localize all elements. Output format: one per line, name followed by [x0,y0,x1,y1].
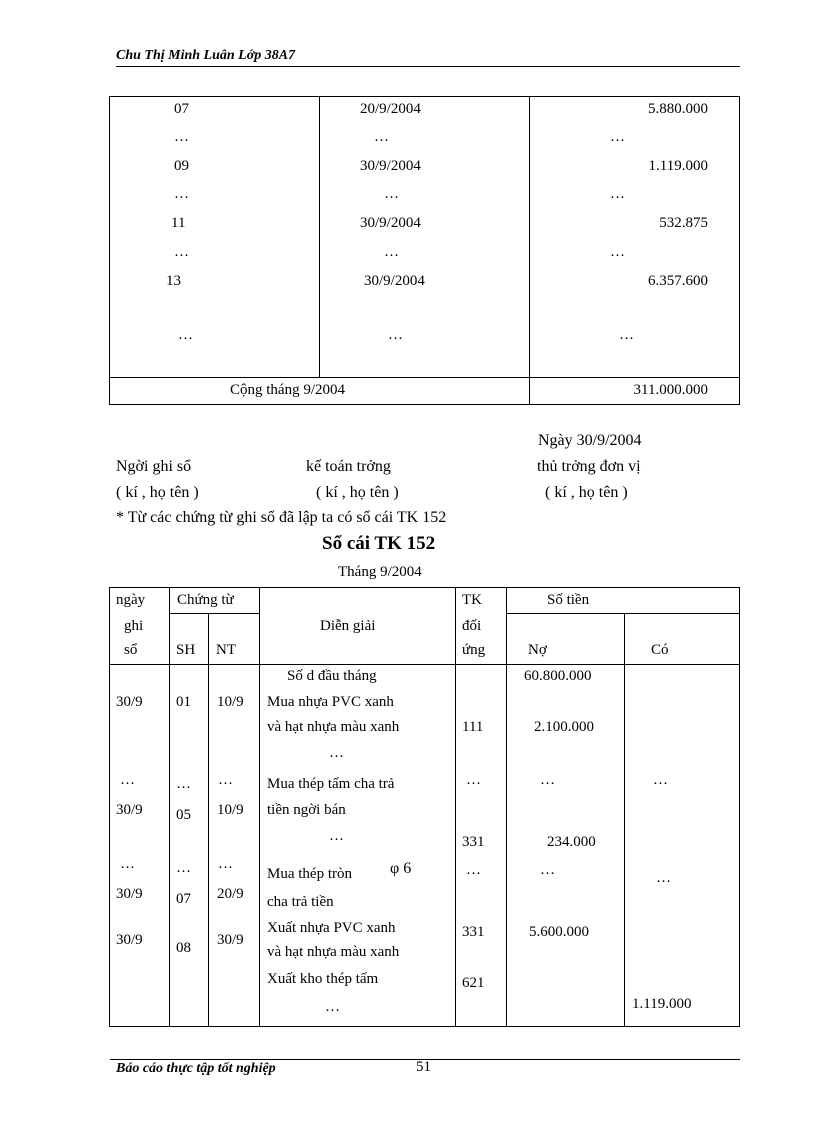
table-cell: … [610,129,625,145]
ledger-cell: 111 [462,719,484,735]
table-cell: 30/9/2004 [360,215,421,231]
table-cell: … [610,244,625,260]
header-sh: SH [176,642,196,658]
ledger-cell: 30/9 [217,932,244,948]
table-cell: 13 [166,273,181,289]
table-cell: 07 [174,101,189,117]
header-tk: đối [462,618,482,634]
column-divider [319,97,320,377]
table-cell: … [374,129,389,145]
header-no: Nợ [528,642,547,658]
head-sign: ( kí , họ tên ) [545,484,628,501]
ledger-cell: 30/9 [116,802,143,818]
row-divider [506,613,739,614]
table-cell: … [619,327,634,343]
ledger-cell: … [540,772,555,788]
ledger-cell: … [325,999,340,1015]
voucher-summary-table [109,96,740,405]
ledger-cell: … [120,856,135,872]
table-cell: 532.875 [659,215,708,231]
ledger-cell: Mua thép tròn [267,866,352,882]
recorder-sign: ( kí , họ tên ) [116,484,199,501]
header-ngay: ngày [116,592,146,608]
ledger-cell: 1.119.000 [632,996,692,1012]
table-cell: … [384,186,399,202]
table-cell: 09 [174,158,189,174]
ledger-cell: … [218,772,233,788]
ledger-cell: 10/9 [217,694,244,710]
table-cell: … [174,186,189,202]
ledger-cell: 234.000 [547,834,596,850]
header-dien-giai: Diễn giải [320,618,376,634]
table-cell: … [174,244,189,260]
table-cell: 20/9/2004 [360,101,421,117]
header-tk: TK [462,592,482,608]
row-divider [110,664,739,665]
header-tk: ứng [462,642,486,658]
ledger-cell: … [329,828,344,844]
intro-note: * Từ các chứng từ ghi sổ đã lập ta có sổ cái TK 152 [116,509,447,526]
ledger-cell: Xuất nhựa PVC xanh [267,920,396,936]
ledger-cell: và hạt nhựa màu xanh [267,944,400,960]
column-divider [529,97,530,404]
ledger-title: Sổ cái TK 152 [322,533,436,554]
ledger-cell: … [466,772,481,788]
row-divider [110,377,739,378]
table-cell: 5.880.000 [648,101,708,117]
ledger-cell: … [466,862,481,878]
head-title: thủ trởng đơn vị [537,458,641,475]
page-number: 51 [416,1059,431,1075]
accountant-sign: ( kí , họ tên ) [316,484,399,501]
ledger-cell: … [656,870,671,886]
header-rule [116,66,740,67]
table-cell: … [384,244,399,260]
table-cell: … [610,186,625,202]
ledger-table [109,587,740,1027]
accountant-title: kế toán trởng [306,458,391,475]
ledger-cell: … [329,745,344,761]
ledger-cell: … [120,772,135,788]
ledger-cell: 20/9 [217,886,244,902]
column-divider [624,613,625,1026]
ledger-cell: Mua thép tấm cha trả [267,776,395,792]
ledger-cell: 331 [462,924,485,940]
ledger-cell: Xuất kho thép tấm [267,971,379,987]
total-amount: 311.000.000 [633,382,708,398]
ledger-cell: 621 [462,975,485,991]
ledger-cell: 2.100.000 [534,719,594,735]
header-nt: NT [216,642,236,658]
ledger-cell: … [540,862,555,878]
ledger-cell: … [176,860,191,876]
ledger-cell: và hạt nhựa màu xanh [267,719,400,735]
header-ngay: sổ [124,642,138,658]
total-label: Cộng tháng 9/2004 [230,382,345,398]
ledger-cell: … [653,772,668,788]
ledger-cell: Số d đầu tháng [287,668,377,684]
ledger-cell: … [218,856,233,872]
ledger-cell: 01 [176,694,191,710]
ledger-cell: Mua nhựa PVC xanh [267,694,394,710]
ledger-cell: 5.600.000 [529,924,589,940]
ledger-cell: 08 [176,940,191,956]
row-divider [169,613,259,614]
column-divider [259,588,260,1026]
table-cell: 1.119.000 [648,158,708,174]
ledger-cell: … [176,776,191,792]
ledger-cell: tiền ngời bán [267,802,346,818]
ledger-cell: 331 [462,834,485,850]
table-cell: … [174,129,189,145]
ledger-cell: 30/9 [116,694,143,710]
table-cell: 30/9/2004 [364,273,425,289]
table-cell: … [178,327,193,343]
ledger-cell: 60.800.000 [524,668,592,684]
ledger-cell: 30/9 [116,932,143,948]
page-header: Chu Thị Minh Luân Lớp 38A7 [116,48,296,63]
ledger-cell: cha trả tiền [267,894,334,910]
column-divider [455,588,456,1026]
table-cell: 6.357.600 [648,273,708,289]
ledger-subtitle: Tháng 9/2004 [338,564,422,580]
ledger-cell: 10/9 [217,802,244,818]
header-chung-tu: Chứng từ [177,592,234,608]
ledger-cell: 30/9 [116,886,143,902]
column-divider [208,613,209,1026]
table-cell: … [388,327,403,343]
ledger-cell: φ 6 [390,860,412,877]
column-divider [506,588,507,1026]
signature-date: Ngày 30/9/2004 [538,432,642,449]
ledger-cell: 07 [176,891,191,907]
table-cell: 11 [171,215,186,231]
column-divider [169,588,170,1026]
recorder-title: Ngời ghi sổ [116,458,192,475]
header-so-tien: Số tiền [547,592,590,608]
header-ngay: ghi [124,618,144,634]
page-footer: Báo cáo thực tập tốt nghiệp [116,1061,276,1076]
ledger-cell: 05 [176,807,191,823]
header-co: Có [651,642,669,658]
table-cell: 30/9/2004 [360,158,421,174]
